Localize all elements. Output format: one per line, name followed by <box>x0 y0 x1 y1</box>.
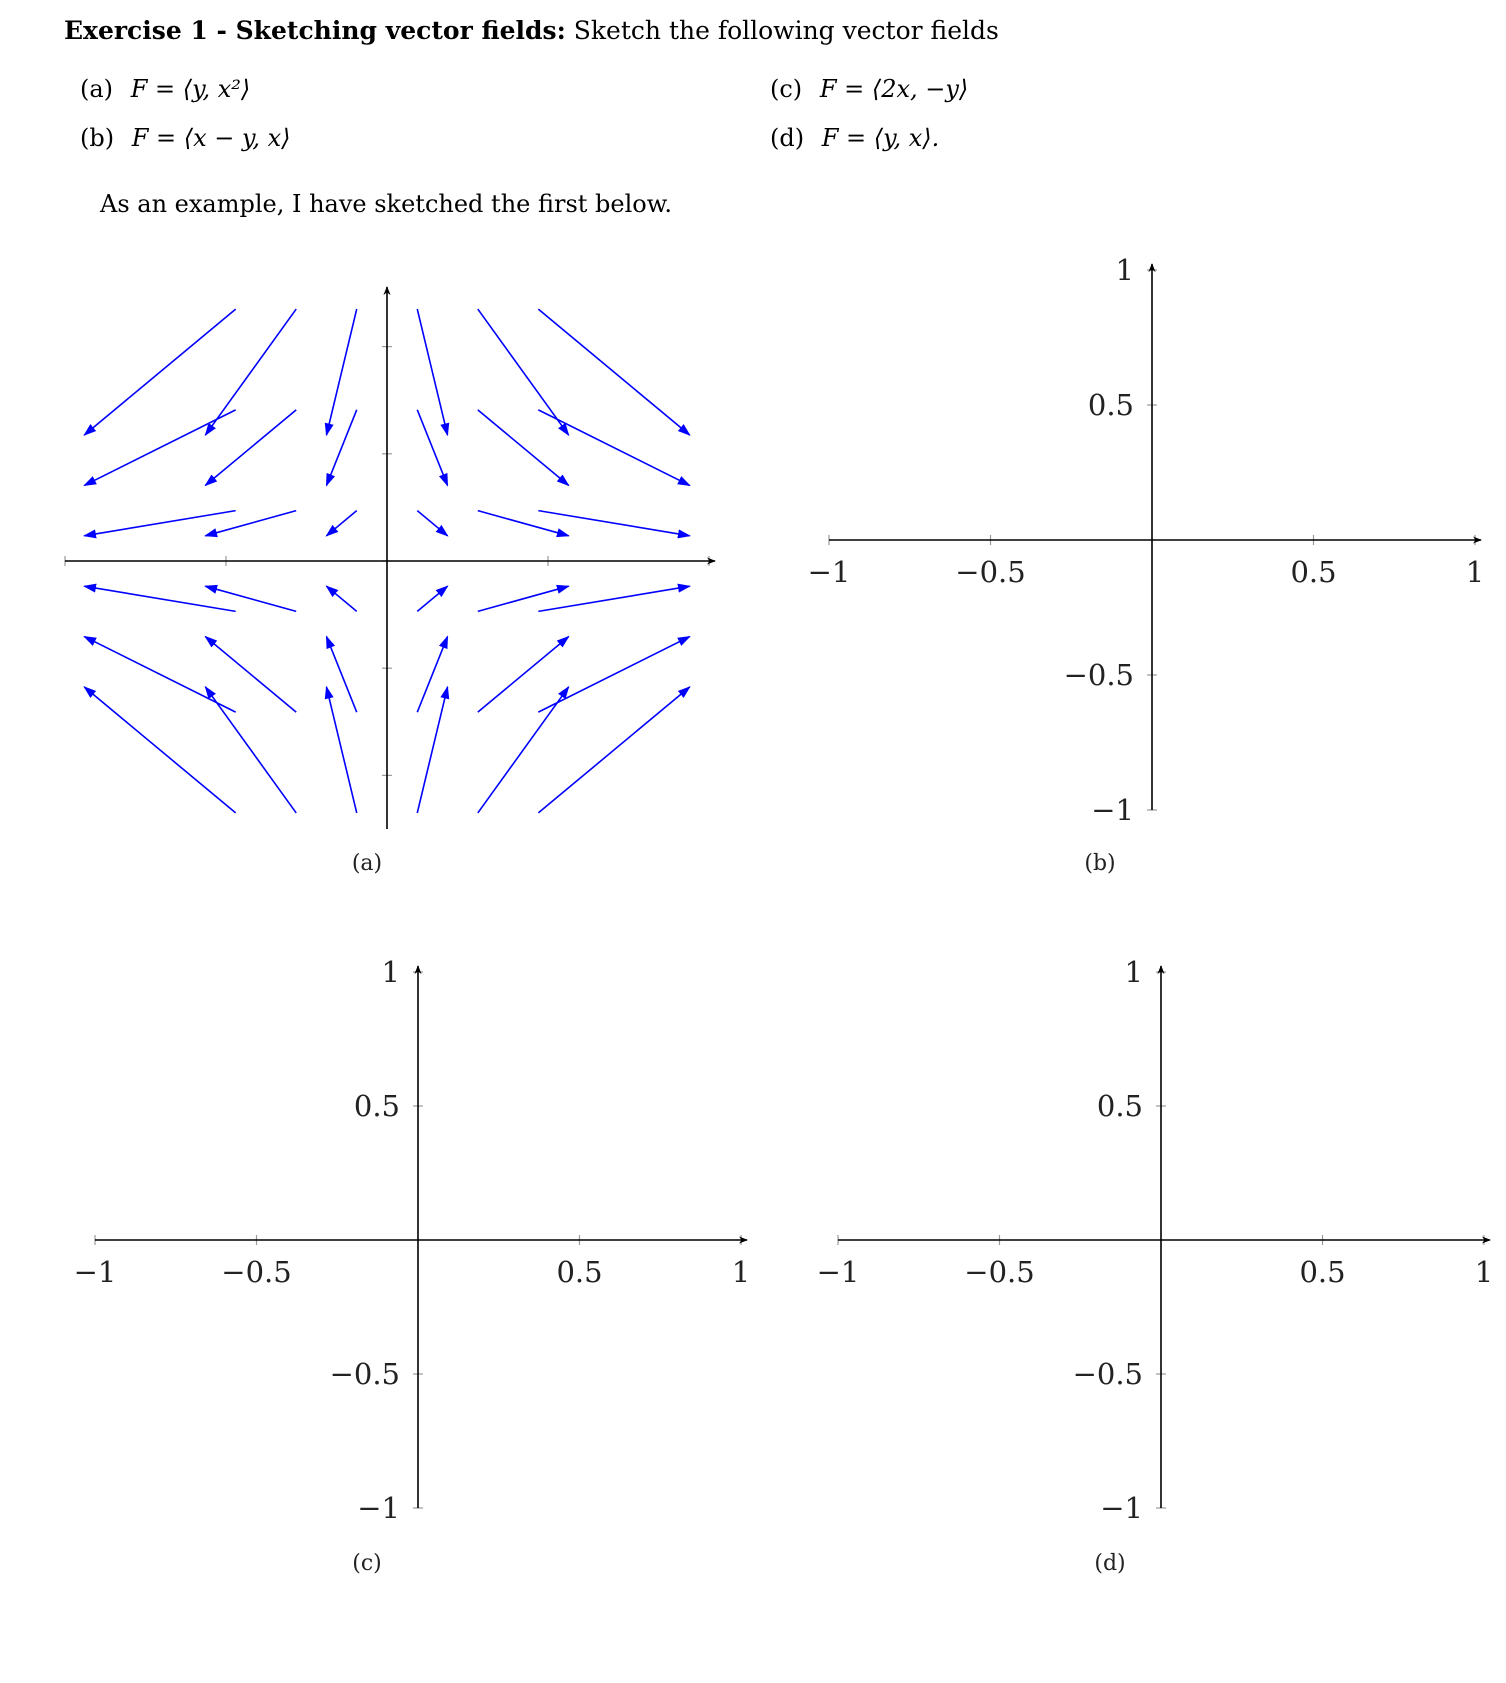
y-tick-label: 0.5 <box>1096 1089 1143 1123</box>
vector-arrow <box>478 309 569 435</box>
vector-arrow <box>538 511 689 536</box>
x-tick-label: 1 <box>1474 1255 1494 1289</box>
item-label: (a) <box>80 75 114 103</box>
vector-arrow <box>205 309 296 435</box>
vector-arrow <box>205 511 296 536</box>
vector-arrow <box>326 687 356 813</box>
vector-arrow <box>478 637 569 713</box>
x-tick-label: 0.5 <box>556 1255 603 1289</box>
x-tick-label: 0.5 <box>1299 1255 1346 1289</box>
vector-arrow <box>417 687 447 813</box>
vector-arrow <box>538 410 689 486</box>
vector-arrow <box>205 410 296 486</box>
item-label: (b) <box>80 124 115 152</box>
x-tick-label: −0.5 <box>221 1255 292 1289</box>
vector-arrow <box>538 687 689 813</box>
exercise-instruction: Sketch the following vector fields <box>573 16 999 45</box>
x-tick-label: 1 <box>1465 555 1485 589</box>
x-tick-label: −1 <box>807 555 851 589</box>
item-label: (c) <box>770 75 803 103</box>
x-tick-label: −1 <box>73 1255 117 1289</box>
item-field: F = ⟨2x, −y⟩ <box>819 75 969 103</box>
y-tick-label: −1 <box>357 1491 400 1525</box>
vector-arrow <box>538 586 689 611</box>
intro-text: As an example, I have sketched the first below. <box>100 190 673 218</box>
x-tick-label: −0.5 <box>955 555 1026 589</box>
vector-arrow <box>84 309 235 435</box>
item-label: (d) <box>770 124 805 152</box>
vector-arrow <box>326 637 356 713</box>
vector-arrow <box>417 586 447 611</box>
vector-arrow <box>538 309 689 435</box>
y-tick-label: 1 <box>381 955 400 989</box>
vector-arrow <box>478 586 569 611</box>
vector-arrow <box>84 511 235 536</box>
vector-arrow <box>84 586 235 611</box>
figure-caption: (c) <box>352 1551 382 1576</box>
vector-arrow <box>538 637 689 713</box>
panel-d <box>817 955 1494 1576</box>
vector-arrow <box>84 410 235 486</box>
x-tick-label: 0.5 <box>1290 555 1337 589</box>
y-tick-label: −1 <box>1091 793 1134 827</box>
item-field: F = ⟨y, x²⟩ <box>130 75 251 103</box>
exercise-title: Exercise 1 - Sketching vector fields: <box>64 16 566 45</box>
vector-arrow <box>478 511 569 536</box>
vector-arrow <box>84 687 235 813</box>
figure-caption: (d) <box>1094 1551 1126 1576</box>
vector-arrow <box>417 511 447 536</box>
vector-arrow <box>478 687 569 813</box>
panel-a <box>65 287 715 876</box>
vector-arrow <box>417 637 447 713</box>
item-field: F = ⟨y, x⟩. <box>821 124 940 152</box>
panel-b <box>808 253 1485 876</box>
vector-arrow <box>326 586 356 611</box>
y-tick-label: −0.5 <box>329 1357 400 1391</box>
x-tick-label: −0.5 <box>964 1255 1035 1289</box>
y-tick-label: 1 <box>1115 253 1134 287</box>
y-tick-label: −0.5 <box>1063 658 1134 692</box>
y-tick-label: −1 <box>1100 1491 1143 1525</box>
figure-caption: (b) <box>1084 851 1116 876</box>
vector-arrow <box>326 410 356 486</box>
y-tick-label: −0.5 <box>1072 1357 1143 1391</box>
vector-arrow <box>205 586 296 611</box>
y-tick-label: 1 <box>1124 955 1143 989</box>
vector-arrow <box>326 511 356 536</box>
y-tick-label: 0.5 <box>353 1089 400 1123</box>
vector-arrow <box>417 410 447 486</box>
vector-arrow <box>326 309 356 435</box>
item-field: F = ⟨x − y, x⟩ <box>131 124 291 152</box>
x-tick-label: 1 <box>731 1255 751 1289</box>
panel-c <box>74 955 751 1576</box>
y-tick-label: 0.5 <box>1087 388 1134 422</box>
vector-arrow <box>205 687 296 813</box>
vector-arrow <box>478 410 569 486</box>
vector-arrow <box>205 637 296 713</box>
vector-arrow <box>84 637 235 713</box>
x-tick-label: −1 <box>816 1255 860 1289</box>
vector-arrow <box>417 309 447 435</box>
figure-caption: (a) <box>351 851 383 876</box>
